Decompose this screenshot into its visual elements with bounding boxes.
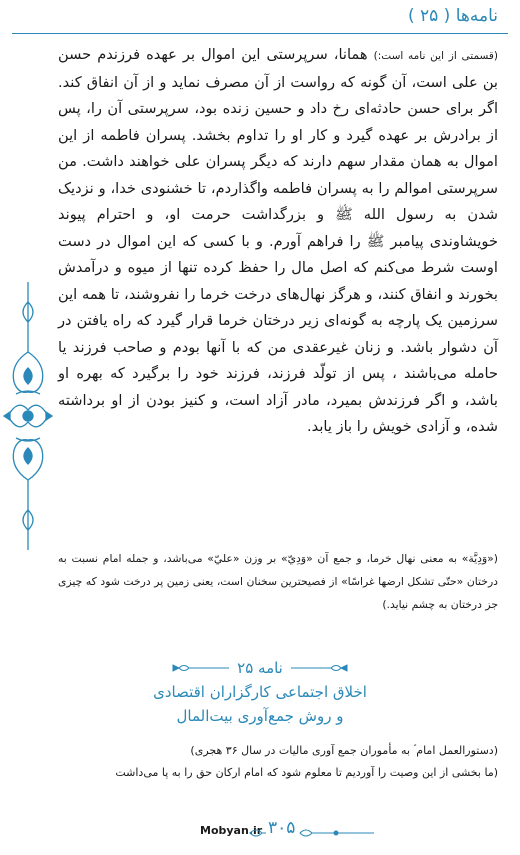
- heading-ornament-right-icon: [291, 663, 349, 673]
- letter-number: نامه ۲۵: [237, 659, 283, 677]
- letter-note-line2: (ما بخشی از این وصیت را آوردیم تا معلوم شود که امام ارکان حق را به پا می‌داشت: [115, 766, 498, 779]
- letter-title-line2: و روش جمع‌آوری بیت‌المال: [176, 707, 344, 725]
- margin-ornament-icon: [2, 282, 54, 550]
- letter-notes: [58, 740, 498, 784]
- footnote: («وَدِيَّة» به معنی نهال خرما، و جمع آن «وَدِيّ» بر وزن «عليّ» می‌باشد، و جمله امام نسبت به درختان «حتّی تشکل ارضها غراسًا» از فصیحترین سخنان است، یعنی زمین پر درخت شود که چیزی جز درختان به چشم نیاید.): [58, 552, 498, 611]
- header-rule: [12, 33, 508, 34]
- letter-heading: [0, 656, 520, 728]
- site-label: Mobyan.ir: [200, 824, 263, 837]
- letter-note-line1: (دستورالعمل امام ؑ به مأموران جمع آوری مالیات در سال ۳۶ هجری): [190, 744, 498, 757]
- running-header-title: نامه‌ها ( ۲۵ ): [407, 6, 498, 26]
- page-number: ۳۰۵: [268, 818, 296, 838]
- letter-title-line1: اخلاق اجتماعی کارگزاران اقتصادی: [153, 683, 367, 701]
- heading-ornament-left-icon: [171, 663, 229, 673]
- main-paragraph: [58, 42, 498, 441]
- paragraph-text: همانا، سرپرستی این اموال بر عهده فرزندم حسن بن علی است، آن گونه که رواست از آن مصرف نماید و از آن انفاق کند. اگر برای حسن حادثه‌ای رخ داد و حسین زنده بود، سرپرستی آن را، پس از برادرش بر عهده گیرد و کار او را تداوم بخشد. پسران فاطمه از این اموال به همان مقدار سهم دارند که دیگر پسران علی خواهند داشت. من سرپرستی اموالم را به پسران فاطمه واگذاردم، تا خشنودی خدا، و نزدیک شدن به رسول الله ﷺ و بزرگداشت حرمت او، و احترام پیوند خویشاوندی پیامبر ﷺ را فراهم آورم. و با کسی که این اموال در دست اوست شرط می‌کنم که اصل مال را حفظ کرده تنها از میوه و درآمدش بخورند و انفاق کنند، و هرگز نهال‌های درخت خرما را نفروشند، تا همه این سرزمین یک پارچه به گونه‌ای زیر درختان خرما قرار گیرد که راه یافتن در آن دشوار باشد. و زنان غیرعقدی من که با آنها بودم و صاحب فرزند یا حامله می‌باشند ، پس از تولّد فرزند، فرزند خود را برگیرد که بهره او باشد، و اگر فرزندش بمیرد، مادر آزاد است، و کنیز بودن از او برداشته شده، و آزادی خویش را باز یابد.: [58, 46, 498, 435]
- footer-ornament-right-icon: [296, 827, 376, 839]
- intro-note: (قسمتی از این نامه است:): [373, 50, 498, 62]
- footer-ornament-left-icon: [248, 827, 266, 839]
- page-footer: [0, 818, 520, 848]
